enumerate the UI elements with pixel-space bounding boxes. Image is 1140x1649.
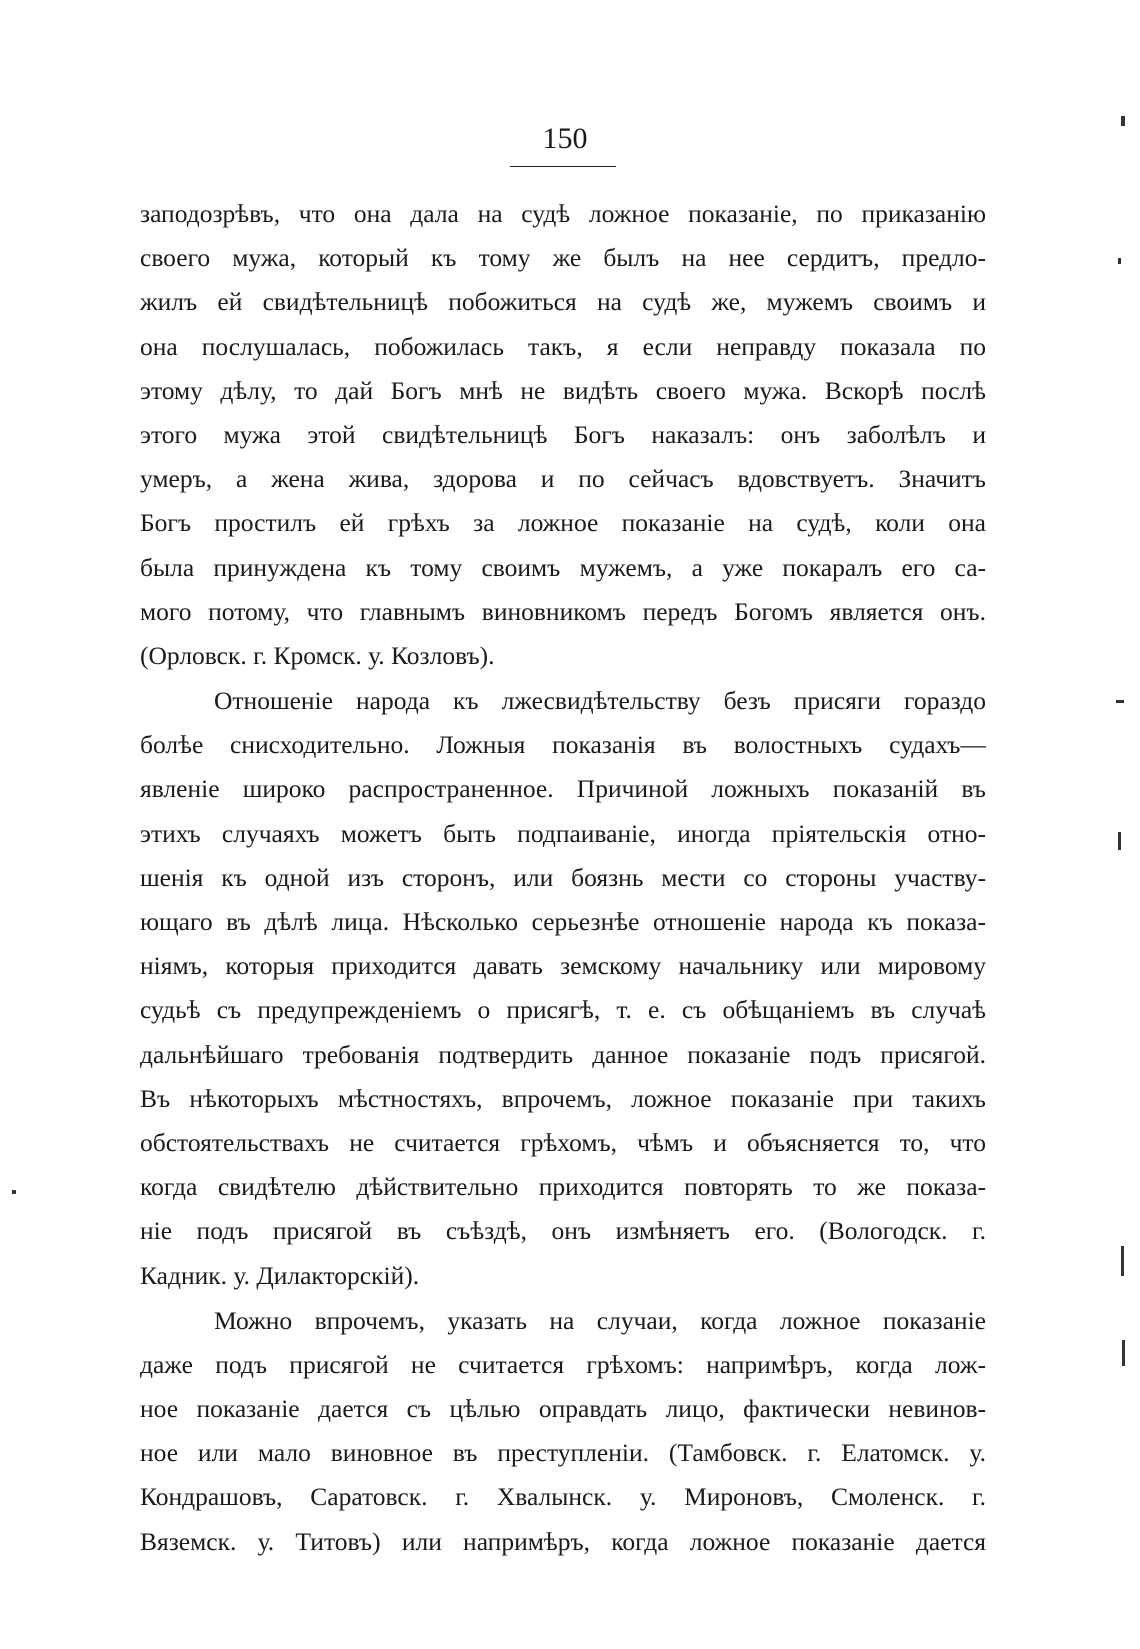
page-number: 150 bbox=[542, 122, 588, 155]
text-line: умеръ, а жена жива, здорова и по сейчасъ вдовствуетъ. Значитъ bbox=[140, 464, 986, 494]
scan-mark bbox=[12, 1190, 16, 1194]
text-line: даже подъ присягой не считается грѣхомъ: напримѣръ, когда лож- bbox=[140, 1349, 986, 1379]
scan-mark bbox=[1121, 1246, 1124, 1276]
text-line: Вяземск. у. Титовъ) или напримѣръ, когда ложное показаніе дается bbox=[140, 1526, 986, 1556]
text-line: Кадник. у. Дилакторскій). bbox=[140, 1260, 420, 1290]
text-line: (Орловск. г. Кромск. у. Козловъ). bbox=[140, 640, 495, 670]
text-line: мого потому, что главнымъ виновникомъ передъ Богомъ является онъ. bbox=[140, 596, 986, 626]
scan-mark bbox=[1121, 116, 1125, 126]
scan-mark bbox=[1116, 700, 1124, 703]
paragraph-2 bbox=[140, 679, 986, 1298]
header-rule bbox=[510, 166, 616, 167]
text-line: этому дѣлу, то дай Богъ мнѣ не видѣть своего мужа. Вскорѣ послѣ bbox=[140, 375, 986, 405]
text-line: Въ нѣкоторыхъ мѣстностяхъ, впрочемъ, ложное показаніе при такихъ bbox=[140, 1083, 986, 1113]
text-line: когда свидѣтелю дѣйствительно приходится повторять то же показа- bbox=[140, 1172, 986, 1202]
paragraph-1 bbox=[140, 192, 986, 678]
text-line: явленіе широко распространенное. Причиной ложныхъ показаній въ bbox=[140, 774, 986, 804]
text-line: дальнѣйшаго требованія подтвердить данное показаніе подъ присягой. bbox=[140, 1039, 986, 1069]
text-line: Кондрашовъ, Саратовск. г. Хвалынск. у. Мироновъ, Смоленск. г. bbox=[140, 1482, 986, 1512]
body-text bbox=[140, 192, 986, 1564]
text-line: своего мужа, который къ тому же былъ на нее сердитъ, предло- bbox=[140, 243, 986, 273]
text-line: жилъ ей свидѣтельницѣ побожиться на судѣ же, мужемъ своимъ и bbox=[140, 287, 986, 317]
text-line: этихъ случаяхъ можетъ быть подпаиваніе, иногда пріятельскія отно- bbox=[140, 818, 986, 848]
text-line: этого мужа этой свидѣтельницѣ Богъ наказалъ: онъ заболѣлъ и bbox=[140, 419, 986, 449]
text-line: Можно впрочемъ, указать на случаи, когда ложное показаніе bbox=[214, 1305, 986, 1335]
text-line: болѣе снисходительно. Ложныя показанія въ волостныхъ судахъ— bbox=[140, 730, 986, 760]
scan-mark bbox=[1122, 1340, 1125, 1366]
text-line: ное показаніе дается съ цѣлью оправдать лицо, фактически невинов- bbox=[140, 1394, 986, 1424]
scan-mark bbox=[1118, 258, 1121, 264]
paragraph-3 bbox=[140, 1299, 986, 1564]
text-line: заподозрѣвъ, что она дала на судѣ ложное показаніе, по приказанію bbox=[140, 199, 986, 228]
text-line: она послушалась, побожилась такъ, я если неправду показала по bbox=[140, 331, 986, 361]
text-line: Богъ простилъ ей грѣхъ за ложное показаніе на судѣ, коли она bbox=[140, 508, 986, 538]
text-line: ное или мало виновное въ преступленіи. (Тамбовск. г. Елатомск. у. bbox=[140, 1438, 986, 1468]
text-line: ніе подъ присягой въ съѣздѣ, онъ измѣняетъ его. (Вологодск. г. bbox=[140, 1216, 986, 1246]
text-line: судьѣ съ предупрежденіемъ о присягѣ, т. е. съ обѣщаніемъ въ случаѣ bbox=[140, 995, 986, 1025]
text-line: ніямъ, которыя приходится давать земскому начальнику или мировому bbox=[140, 951, 986, 981]
text-line: обстоятельствахъ не считается грѣхомъ, чѣмъ и объясняется то, что bbox=[140, 1127, 986, 1157]
text-line: была принуждена къ тому своимъ мужемъ, а уже покаралъ его са- bbox=[140, 552, 986, 582]
text-line: шенія къ одной изъ сторонъ, или боязнь мести со стороны участву- bbox=[140, 862, 986, 892]
text-line: ющаго въ дѣлѣ лица. Нѣсколько серьезнѣе отношеніе народа къ показа- bbox=[140, 907, 986, 936]
text-line: Отношеніе народа къ лжесвидѣтельству безъ присяги гораздо bbox=[214, 686, 986, 716]
scan-mark bbox=[1118, 832, 1121, 850]
